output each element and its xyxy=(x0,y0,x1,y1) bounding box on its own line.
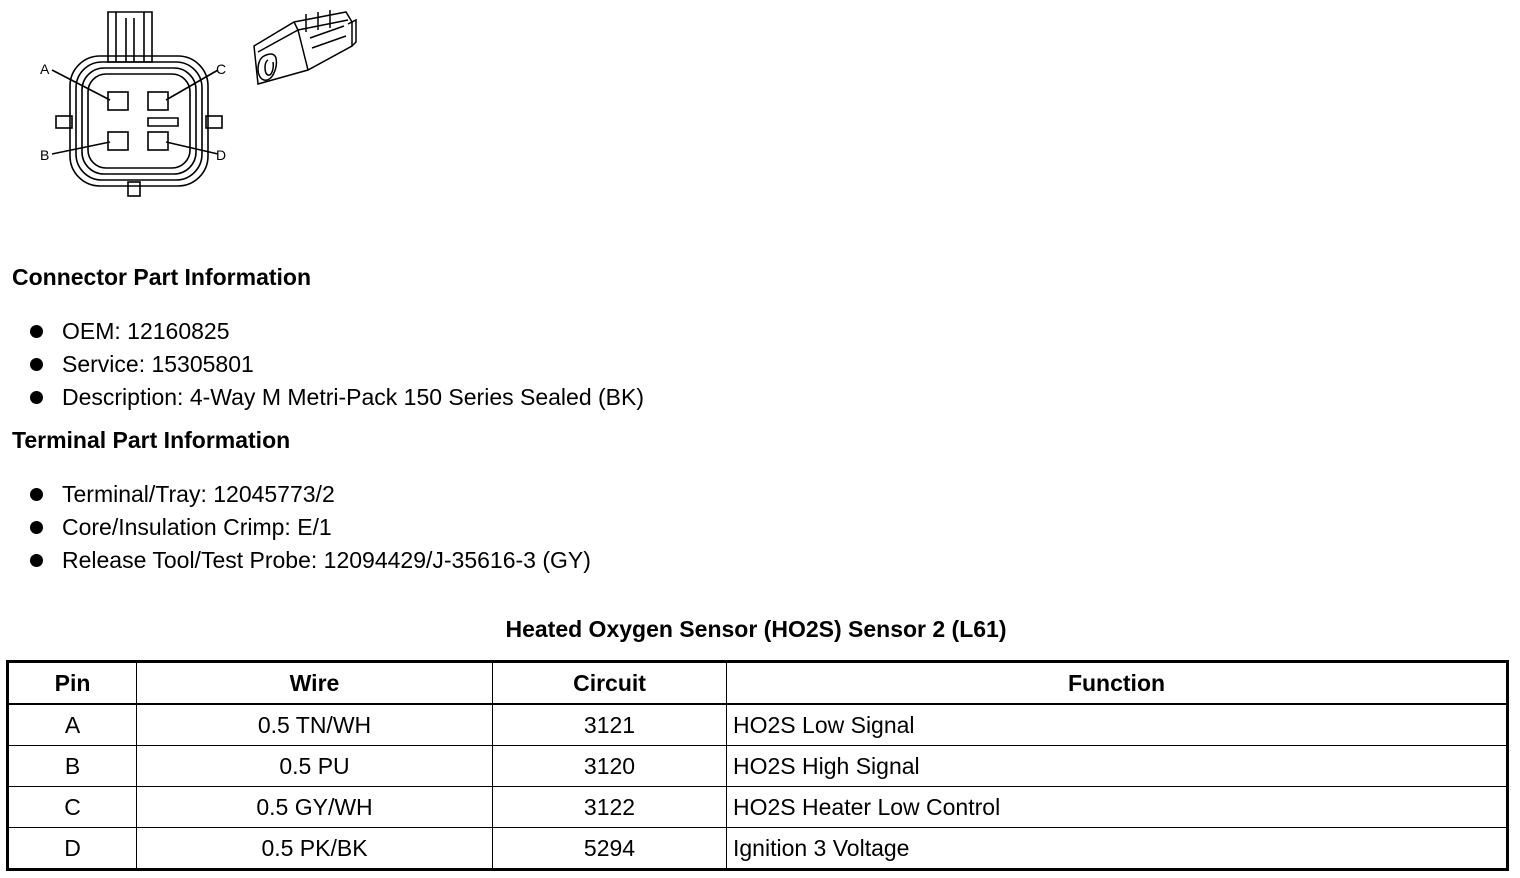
pin-label-b: B xyxy=(40,147,50,163)
bullet-icon xyxy=(30,521,43,534)
cell-wire: 0.5 PK/BK xyxy=(137,828,493,870)
table-row xyxy=(8,746,1508,787)
cell-wire: 0.5 GY/WH xyxy=(137,787,493,828)
cell-circuit: 5294 xyxy=(493,828,727,870)
cell-pin: C xyxy=(8,787,137,828)
bullet-icon xyxy=(30,391,43,404)
cell-function: HO2S Low Signal xyxy=(727,704,1508,746)
terminal-part-info-heading: Terminal Part Information xyxy=(12,427,291,453)
list-item: Core/Insulation Crimp: E/1 xyxy=(30,511,591,544)
cell-function: HO2S High Signal xyxy=(727,746,1508,787)
pin-label-d: D xyxy=(216,147,227,163)
pin-label-a: A xyxy=(40,61,50,77)
column-header-wire: Wire xyxy=(137,662,493,705)
cell-wire: 0.5 PU xyxy=(137,746,493,787)
pinout-table xyxy=(6,660,1509,871)
column-header-function: Function xyxy=(727,662,1508,705)
table-row xyxy=(8,828,1508,870)
list-item: OEM: 12160825 xyxy=(30,315,644,348)
cell-pin: B xyxy=(8,746,137,787)
list-item: Description: 4-Way M Metri-Pack 150 Series Sealed (BK) xyxy=(30,381,644,414)
list-item: Service: 15305801 xyxy=(30,348,644,381)
table-title: Heated Oxygen Sensor (HO2S) Sensor 2 (L61) xyxy=(505,616,1007,642)
bullet-icon xyxy=(30,488,43,501)
cell-wire: 0.5 TN/WH xyxy=(137,704,493,746)
connector-face-diagram xyxy=(30,4,230,200)
cell-circuit: 3122 xyxy=(493,787,727,828)
bullet-icon xyxy=(30,325,43,338)
cell-pin: D xyxy=(8,828,137,870)
list-item: Terminal/Tray: 12045773/2 xyxy=(30,478,591,511)
table-row xyxy=(8,787,1508,828)
bullet-icon xyxy=(30,358,43,371)
cell-function: Ignition 3 Voltage xyxy=(727,828,1508,870)
cell-circuit: 3120 xyxy=(493,746,727,787)
connector-isometric-icon xyxy=(248,8,360,90)
table-header-row xyxy=(8,662,1508,705)
cell-pin: A xyxy=(8,704,137,746)
column-header-pin: Pin xyxy=(8,662,137,705)
bullet-icon xyxy=(30,554,43,567)
cell-circuit: 3121 xyxy=(493,704,727,746)
pin-label-c: C xyxy=(216,61,227,77)
terminal-part-info-list xyxy=(30,478,591,577)
cell-function: HO2S Heater Low Control xyxy=(727,787,1508,828)
table-row xyxy=(8,704,1508,746)
list-item: Release Tool/Test Probe: 12094429/J-35616-3 (GY) xyxy=(30,544,591,577)
connector-part-info-list xyxy=(30,315,644,414)
connector-part-info-heading: Connector Part Information xyxy=(12,264,312,290)
column-header-circuit: Circuit xyxy=(493,662,727,705)
